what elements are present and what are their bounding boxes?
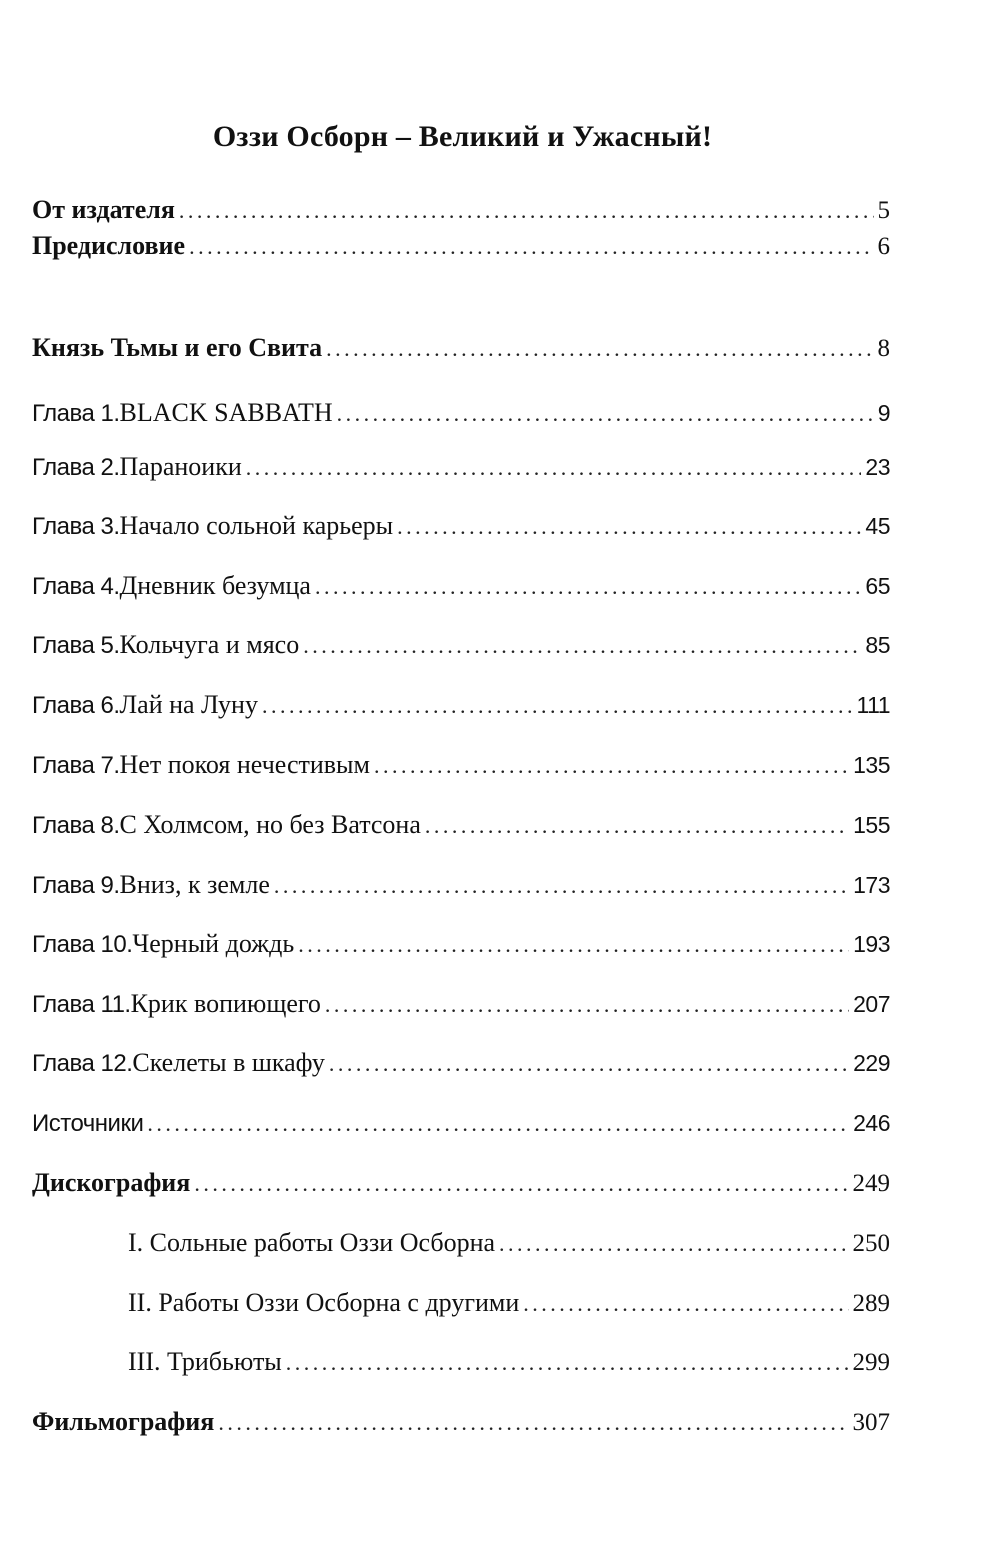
entry-label: Предисловие xyxy=(32,231,186,260)
dot-leader xyxy=(147,1107,849,1141)
entry-page: 307 xyxy=(852,1409,890,1436)
entry-page: 65 xyxy=(865,573,890,599)
chapter-number: Глава 2. xyxy=(32,454,120,481)
entry-label: Фильмография xyxy=(32,1407,215,1436)
chapter-number: Глава 3. xyxy=(32,513,120,540)
toc-entry-discography-solo xyxy=(128,1226,890,1261)
entry-page: 299 xyxy=(852,1349,890,1376)
dot-leader xyxy=(425,809,849,843)
dot-leader xyxy=(326,332,873,366)
toc-entry-chapter-3 xyxy=(32,509,890,544)
entry-label: Князь Тьмы и его Свита xyxy=(32,333,323,362)
chapter-title: Крик вопиющего xyxy=(130,989,321,1018)
chapter-title: Нет покоя нечестивым xyxy=(119,750,370,779)
entry-page: 173 xyxy=(853,872,890,898)
toc-entry-chapter-5 xyxy=(32,628,890,663)
chapter-title: Параноики xyxy=(119,452,242,481)
chapter-number: Глава 10. xyxy=(32,931,133,958)
toc-entry-chapter-12 xyxy=(32,1046,890,1081)
entry-label: Источники xyxy=(32,1110,144,1137)
dot-leader xyxy=(374,749,849,783)
entry-page: 5 xyxy=(877,197,890,224)
entry-page: 85 xyxy=(865,632,890,658)
toc-entry-chapter-10 xyxy=(32,927,890,962)
entry-page: 207 xyxy=(853,991,890,1017)
toc-entry-preface xyxy=(32,229,890,264)
chapter-title: Лай на Луну xyxy=(119,690,258,719)
entry-label: III. Трибьюты xyxy=(128,1347,282,1376)
entry-page: 246 xyxy=(853,1110,890,1136)
toc-entry-part xyxy=(32,331,890,366)
entry-page: 193 xyxy=(853,931,890,957)
chapter-title: Кольчуга и мясо xyxy=(119,630,300,659)
entry-label: От издателя xyxy=(32,195,175,224)
dot-leader xyxy=(246,451,862,485)
chapter-number: Глава 11. xyxy=(32,991,131,1018)
dot-leader xyxy=(337,397,874,431)
entry-page: 111 xyxy=(856,692,890,718)
chapter-title: Начало сольной карьеры xyxy=(119,511,394,540)
book-title: Оззи Осборн – Великий и Ужасный! xyxy=(212,120,713,153)
chapter-number: Глава 5. xyxy=(32,632,120,659)
dot-leader xyxy=(303,629,861,663)
entry-page: 155 xyxy=(853,812,890,838)
chapter-number: Глава 9. xyxy=(32,872,120,899)
toc-entry-discography-tributes xyxy=(128,1345,890,1380)
entry-page: 249 xyxy=(852,1170,890,1197)
chapter-number: Глава 1. xyxy=(32,400,120,427)
toc-entry-filmography xyxy=(32,1405,890,1440)
dot-leader xyxy=(286,1346,849,1380)
entry-page: 6 xyxy=(877,233,890,260)
entry-label: II. Работы Оззи Осборна с другими xyxy=(128,1288,520,1317)
entry-page: 9 xyxy=(877,400,890,426)
toc-entry-chapter-4 xyxy=(32,569,890,604)
dot-leader xyxy=(194,1167,848,1201)
dot-leader xyxy=(523,1287,848,1321)
toc-entry-discography-collab xyxy=(128,1286,890,1321)
chapter-number: Глава 7. xyxy=(32,752,120,779)
toc-entry-chapter-9 xyxy=(32,868,890,903)
dot-leader xyxy=(329,1047,849,1081)
entry-page: 8 xyxy=(877,335,890,362)
chapter-number: Глава 12. xyxy=(32,1050,133,1077)
entry-label: I. Сольные работы Оззи Осборна xyxy=(128,1228,496,1257)
chapter-title: BLACK SABBATH xyxy=(119,398,333,427)
entry-page: 135 xyxy=(853,752,890,778)
chapter-number: Глава 8. xyxy=(32,812,120,839)
chapter-title: Дневник безумца xyxy=(119,571,311,600)
dot-leader xyxy=(298,928,849,962)
dot-leader xyxy=(315,570,861,604)
dot-leader xyxy=(499,1227,848,1261)
chapter-number: Глава 6. xyxy=(32,692,120,719)
entry-page: 23 xyxy=(865,454,890,480)
toc-entry-chapter-7 xyxy=(32,748,890,783)
entry-label: Дискография xyxy=(32,1168,191,1197)
dot-leader xyxy=(325,988,849,1022)
toc-entry-chapter-1 xyxy=(32,396,890,431)
dot-leader xyxy=(274,869,849,903)
dot-leader xyxy=(218,1406,848,1440)
chapter-number: Глава 4. xyxy=(32,573,120,600)
toc-entry-chapter-2 xyxy=(32,450,890,485)
entry-page: 45 xyxy=(865,513,890,539)
chapter-title: С Холмсом, но без Ватсона xyxy=(119,810,421,839)
entry-page: 229 xyxy=(853,1050,890,1076)
dot-leader xyxy=(179,194,874,228)
dot-leader xyxy=(397,510,861,544)
toc-entry-discography xyxy=(32,1166,890,1201)
chapter-title: Скелеты в шкафу xyxy=(132,1048,325,1077)
chapter-title: Вниз, к земле xyxy=(119,870,270,899)
toc-entry-chapter-11 xyxy=(32,987,890,1022)
dot-leader xyxy=(189,230,873,264)
dot-leader xyxy=(262,689,853,723)
toc-entry-chapter-8 xyxy=(32,808,890,843)
entry-page: 250 xyxy=(852,1230,890,1257)
entry-page: 289 xyxy=(852,1290,890,1317)
toc-entry-publisher xyxy=(32,193,890,228)
toc-entry-sources xyxy=(32,1106,890,1141)
toc-entry-chapter-6 xyxy=(32,688,890,723)
chapter-title: Черный дождь xyxy=(132,929,295,958)
